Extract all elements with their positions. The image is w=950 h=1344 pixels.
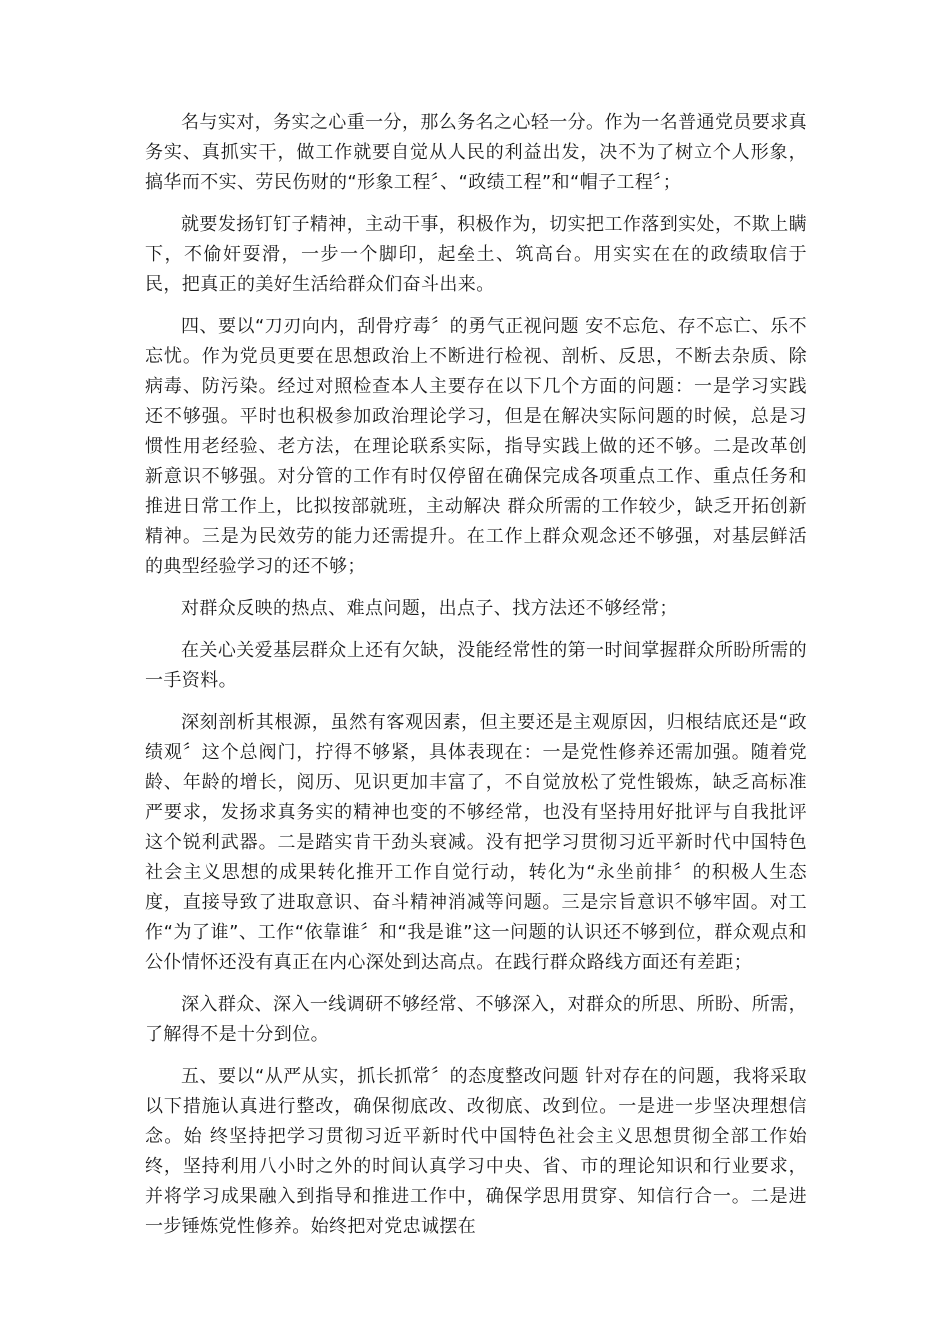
paragraph: 在关心关爱基层群众上还有欠缺，没能经常性的第一时间掌握群众所盼所需的一手资料。 xyxy=(145,640,807,691)
paragraph: 四、要以“刀刃向内，刮骨疗毒〞的勇气正视问题 安不忘危、存不忘亡、乐不忘忧。作为党员更要在思想政治上不断进行检视、剖析、反思，不断去杂质、除病毒、防污染。经过对照检查本人主要存在以下几个方面的问题：一是学习实践还不够强。平时也积极参加政治理论学习，但是在解决实际问题的时候，总是习惯性用老经验、老方法，在理论联系实际，指导实践上做的还不够。二是改革创新意识不够强。对分管的工作有时仅停留在确保完成各项重点工作、重点任务和推进日常工作上，比拟按部就班，主动解决 群众所需的工作较少，缺乏开拓创新精神。三是为民效劳的能力还需提升。在工作上群众观念还不够强，对基层鲜活的典型经验学习的还不够； xyxy=(145,316,807,577)
paragraph: 对群众反映的热点、难点问题，出点子、找方法还不够经常； xyxy=(181,598,678,619)
paragraph: 五、要以“从严从实，抓长抓常〞的态度整改问题 针对存在的问题，我将采取以下措施认真进行整改，确保彻底改、改彻底、改到位。一是进一步坚决理想信念。始 终坚持把学习贯彻习近平新时代中国特色社会主义思想贯彻全部工作始终，坚持利用八小时之外的时间认真学习中央、省、市的理论知识和行业要求，并将学习成果融入到指导和推进工作中，确保学思用贯穿、知信行合一。二是进一步锤炼党性修养。始终把对党忠诚摆在 xyxy=(145,1066,807,1237)
document-body xyxy=(145,108,807,1254)
paragraph: 深入群众、深入一线调研不够经常、不够深入，对群众的所思、所盼、所需，了解得不是十分到位。 xyxy=(145,994,807,1045)
paragraph: 名与实对，务实之心重一分，那么务名之心轻一分。作为一名普通党员要求真务实、真抓实干，做工作就要自觉从人民的利益出发，决不为了树立个人形象，搞华而不实、劳民伤财的“形象工程〞、“政绩工程”和“帽子工程〞； xyxy=(145,112,807,193)
paragraph: 就要发扬钉钉子精神，主动干事，积极作为，切实把工作落到实处，不欺上瞒下，不偷奸耍滑，一步一个脚印，起垒土、筑高台。用实实在在的政绩取信于民，把真正的美好生活给群众们奋斗出来。 xyxy=(145,214,807,295)
paragraph: 深刻剖析其根源，虽然有客观因素，但主要还是主观原因，归根结底还是“政绩观〞这个总阀门，拧得不够紧，具体表现在：一是党性修养还需加强。随着党龄、年龄的增长，阅历、见识更加丰富了，不自觉放松了党性锻炼，缺乏高标准严要求，发扬求真务实的精神也变的不够经常，也没有坚持用好批评与自我批评这个锐利武器。二是踏实肯干劲头衰减。没有把学习贯彻习近平新时代中国特色社会主义思想的成果转化推开工作自觉行动，转化为“永坐前排〞的积极人生态度，直接导致了进取意识、奋斗精神消减等问题。三是宗旨意识不够牢固。对工作“为了谁”、工作“依靠谁〞和“我是谁”这一问题的认识还不够到位，群众观点和公仆情怀还没有真正在内心深处到达高点。在践行群众路线方面还有差距； xyxy=(145,712,807,973)
